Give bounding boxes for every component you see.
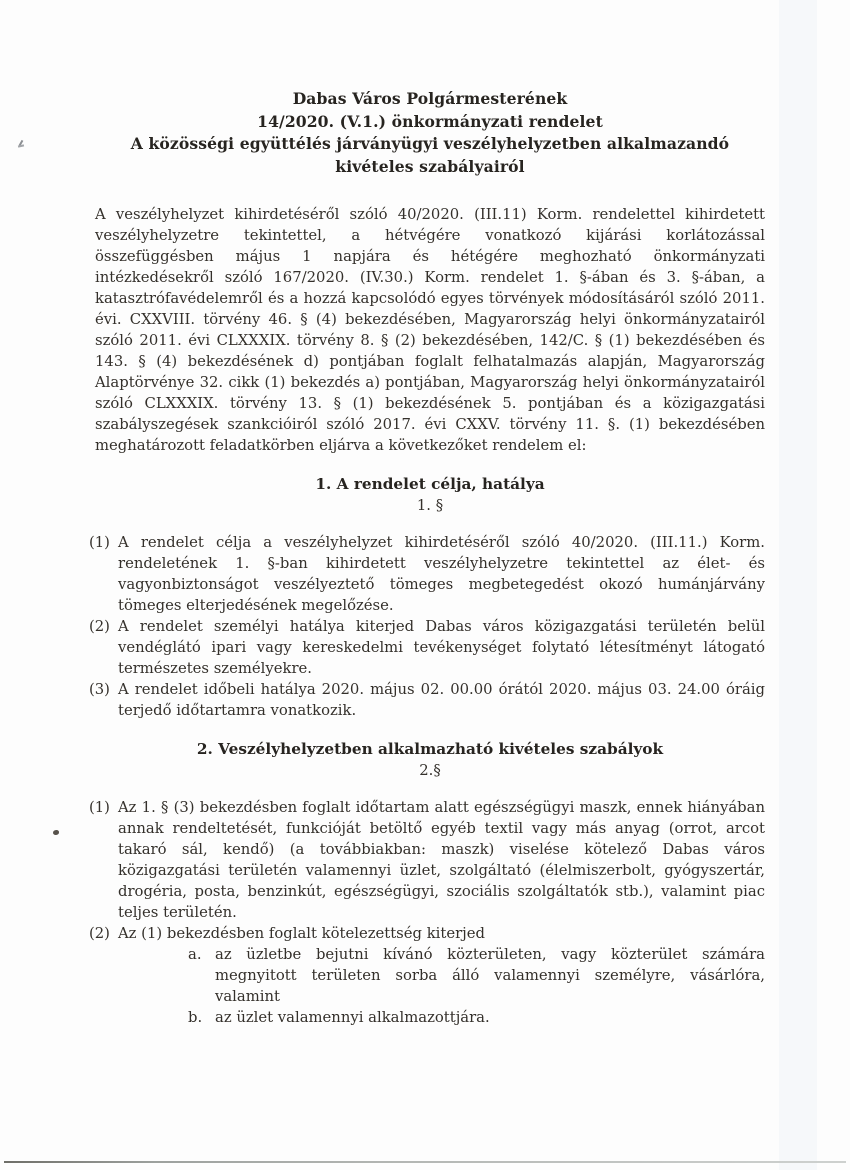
scan-bottom-edge-line [4, 1161, 846, 1163]
list-item-marker: (3) [89, 681, 110, 698]
section-1-paragraph-sign: 1. § [416, 497, 444, 514]
sub-list-item-text: az üzletbe bejutni kívánó közterületen, vagy közterület számára megnyitott területen sorba álló valamennyi személyre, vásárlóra, valamint [215, 946, 765, 1005]
list-item-text: A rendelet személyi hatálya kiterjed Dabas város közigazgatási területén belül vendéglátó ipari vagy kereskedelmi tevékenységet folytató létesítményt látogató természetes személyekre. [118, 618, 765, 677]
list-item-marker: (2) [89, 925, 110, 942]
list-item-text: A rendelet időbeli hatálya 2020. május 02. 00.00 órától 2020. május 03. 24.00 óráig terjedő időtartamra vonatkozik. [118, 681, 765, 719]
list-item [89, 797, 765, 923]
title-line-subject-1: A közösségi együttélés járványügyi veszélyhelyzetben alkalmazandó [130, 134, 730, 153]
sub-list-item-marker: b. [188, 1009, 203, 1026]
section-1-heading: 1. A rendelet célja, hatálya [315, 475, 545, 493]
list-item [89, 616, 765, 679]
scan-ink-dot [53, 830, 59, 835]
section-2-paragraph-sign: 2.§ [419, 762, 441, 779]
sub-list-item-text: az üzlet valamennyi alkalmazottjára. [215, 1009, 490, 1026]
preamble-paragraph: A veszélyhelyzet kihirdetéséről szóló 40/2020. (III.11) Korm. rendelettel kihirdetett veszélyhelyzetre tekintettel, a hétvégére vonatkozó kijárási korlátozással összefüggésben május 1 napjára és hétégére meghozható önkormányzati intézkedésekről szóló 167/2020. (IV.30.) Korm. rendelet 1. §-ában és 3. §-ában, a katasztrófavédelemről és a hozzá kapcsolódó egyes törvények módosításáról szóló 2011. évi. CXXVIII. törvény 46. § (4) bekezdésében, Magyarország helyi önkormányzatairól szóló 2011. évi CLXXXIX. törvény 8. § (2) bekezdésében, 142/C. § (1) bekezdésében és 143. § (4) bekezdésének d) pontjában foglalt felhatalmazás alapján, Magyarország Alaptörvénye 32. cikk (1) bekezdés a) pontjában, Magyarország helyi önkormányzatairól szóló CLXXXIX. törvény 13. § (1) bekezdésének 5. pontjában és a közigazgatási szabályszegések szankcióiról szóló 2017. évi CXXV. törvény 11. §. (1) bekezdésében meghatározott feladatkörben eljárva a következőket rendelem el: [95, 206, 765, 454]
list-item [89, 923, 765, 944]
list-item [89, 532, 765, 616]
scan-edge-tint [779, 0, 817, 1170]
title-line-decree-number: 14/2020. (V.1.) önkormányzati rendelet [257, 111, 603, 131]
list-item-text: Az (1) bekezdésben foglalt kötelezettség kiterjed [118, 925, 486, 942]
document-title [95, 88, 765, 178]
list-item-marker: (1) [89, 799, 110, 816]
title-line-issuer: Dabas Város Polgármesterének [292, 89, 568, 108]
list-item-marker: (2) [89, 618, 110, 635]
section-2-items [89, 797, 765, 1028]
list-item-text: Az 1. § (3) bekezdésben foglalt időtartam alatt egészségügyi maszk, ennek hiányában annak rendeltetését, funkcióját betöltő egyéb textil vagy más anyag (orrot, arcot takaró sál, kendő) (a továbbiakban: maszk) viselése kötelező Dabas város közigazgatási területén valamennyi üzlet, szolgáltató (élelmiszerbolt, gyógyszertár, drogéria, posta, benzinkút, egészségügyi, szociális szolgáltatók stb.), valamint piac teljes területén. [118, 799, 765, 921]
sub-list-item-marker: a. [188, 946, 202, 963]
list-item-marker: (1) [89, 534, 110, 551]
sub-list-item [188, 1007, 765, 1028]
scan-speck-mark [17, 140, 26, 151]
document-content [89, 88, 765, 1028]
section-2-heading: 2. Veszélyhelyzetben alkalmazható kivételes szabályok [196, 740, 664, 758]
list-item [89, 679, 765, 721]
list-item-text: A rendelet célja a veszélyhelyzet kihirdetéséről szóló 40/2020. (III.11.) Korm. rendeletének 1. §-ban kihirdetett veszélyhelyzetre tekintettel az élet- és vagyonbiztonságot veszélyeztető tömeges megbetegedést okozó humánjárvány tömeges elterjedésének megelőzése. [118, 534, 765, 614]
sub-list-item [188, 944, 765, 1007]
section-1-items [89, 532, 765, 721]
title-line-subject-2: kivételes szabályairól [335, 156, 525, 176]
